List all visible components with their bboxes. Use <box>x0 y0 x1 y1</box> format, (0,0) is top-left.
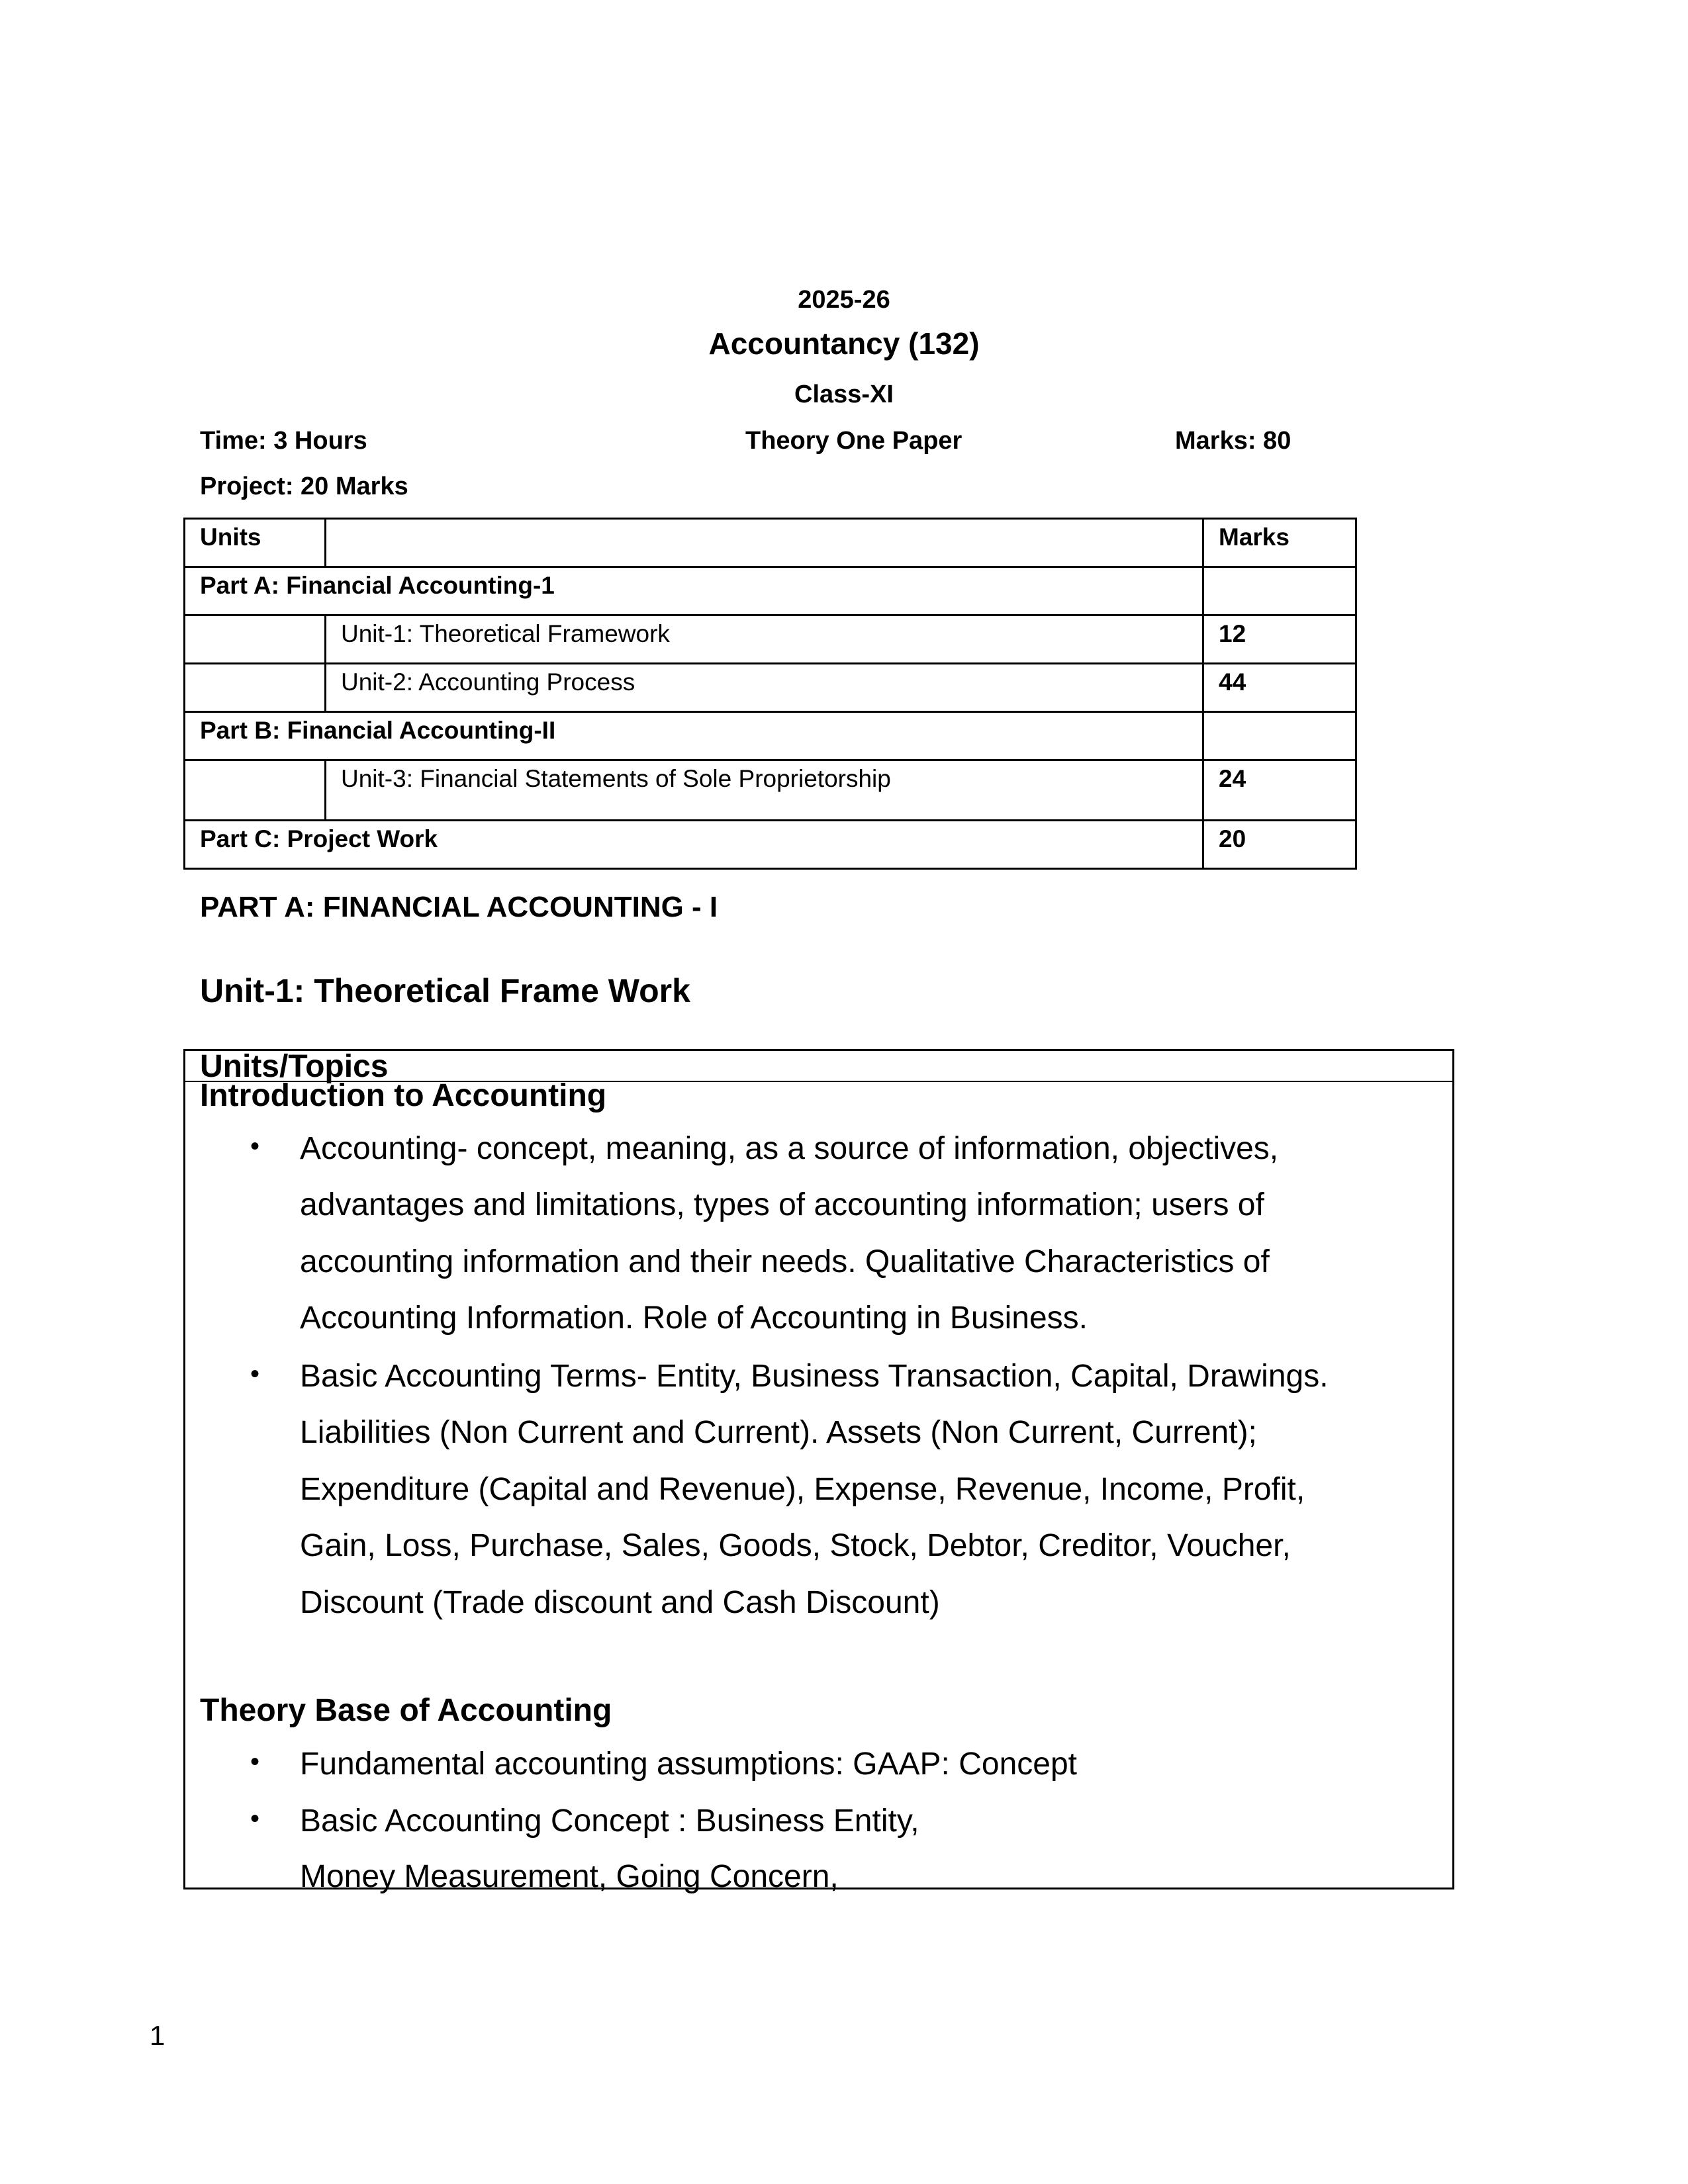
part-cell <box>185 615 326 664</box>
part-cell <box>185 760 326 821</box>
part-cell: Part A: Financial Accounting-1 <box>185 567 1203 615</box>
subject-title: Accountancy (132) <box>708 326 980 361</box>
bullet-icon: • <box>250 1132 260 1161</box>
table-row <box>185 567 1356 615</box>
bullet-line: accounting information and their needs. Qualitative Characteristics of <box>300 1244 1270 1279</box>
marks-cell: 44 <box>1203 664 1356 712</box>
bullet-icon: • <box>250 1359 260 1388</box>
unit-cell: Unit-2: Accounting Process <box>326 664 1203 712</box>
bullet-line: advantages and limitations, types of accounting information; users of <box>300 1187 1264 1222</box>
header-units: Units <box>185 519 326 567</box>
bullet-icon: • <box>250 1804 260 1833</box>
page-number: 1 <box>150 2020 165 2051</box>
intro-heading: Introduction to Accounting <box>200 1078 607 1113</box>
part-cell: Part B: Financial Accounting-II <box>185 712 1203 760</box>
class-label: Class-XI <box>794 381 894 408</box>
unit-cell: Unit-3: Financial Statements of Sole Proprietorship <box>326 760 1203 821</box>
unit-cell: Unit-1: Theoretical Framework <box>326 615 1203 664</box>
table-row <box>185 712 1356 760</box>
marks-cell: 24 <box>1203 760 1356 821</box>
paper-label: Theory One Paper <box>745 427 962 455</box>
marks-cell <box>1203 567 1356 615</box>
section-heading: PART A: FINANCIAL ACCOUNTING - I <box>200 891 718 923</box>
academic-year: 2025-26 <box>798 286 890 314</box>
bullet-line: Money Measurement, Going Concern, <box>300 1859 839 1894</box>
project-label: Project: 20 Marks <box>200 473 408 500</box>
bullet-line: Basic Accounting Concept : Business Entity, <box>300 1803 919 1839</box>
bullet-line: Basic Accounting Terms- Entity, Business Transaction, Capital, Drawings. <box>300 1359 1329 1394</box>
topics-header: Units/Topics <box>200 1049 389 1084</box>
table-row <box>185 615 1356 664</box>
bullet-line: Expenditure (Capital and Revenue), Expense, Revenue, Income, Profit, <box>300 1472 1305 1507</box>
time-label: Time: 3 Hours <box>200 427 367 455</box>
header-marks: Marks <box>1203 519 1356 567</box>
table-header-row <box>185 519 1356 567</box>
bullet-icon: • <box>250 1747 260 1776</box>
marks-cell <box>1203 712 1356 760</box>
theory-heading: Theory Base of Accounting <box>200 1693 612 1728</box>
marks-label: Marks: 80 <box>1175 427 1291 455</box>
bullet-line: Accounting- concept, meaning, as a source of information, objectives, <box>300 1131 1279 1166</box>
bullet-line: Accounting Information. Role of Accounting in Business. <box>300 1300 1088 1336</box>
bullet-line: Discount (Trade discount and Cash Discount) <box>300 1585 940 1620</box>
marks-cell: 12 <box>1203 615 1356 664</box>
marks-distribution-table <box>183 518 1357 870</box>
header-blank <box>326 519 1203 567</box>
bullet-line: Fundamental accounting assumptions: GAAP: Concept <box>300 1747 1077 1782</box>
unit-heading: Unit-1: Theoretical Frame Work <box>200 972 690 1009</box>
part-cell <box>185 664 326 712</box>
marks-cell: 20 <box>1203 821 1356 869</box>
bullet-line: Gain, Loss, Purchase, Sales, Goods, Stock, Debtor, Creditor, Voucher, <box>300 1528 1291 1563</box>
bullet-line: Liabilities (Non Current and Current). Assets (Non Current, Current); <box>300 1415 1257 1450</box>
table-row <box>185 760 1356 821</box>
table-row <box>185 664 1356 712</box>
topics-table <box>183 1049 1454 1894</box>
table-row <box>185 821 1356 869</box>
part-cell: Part C: Project Work <box>185 821 1203 869</box>
